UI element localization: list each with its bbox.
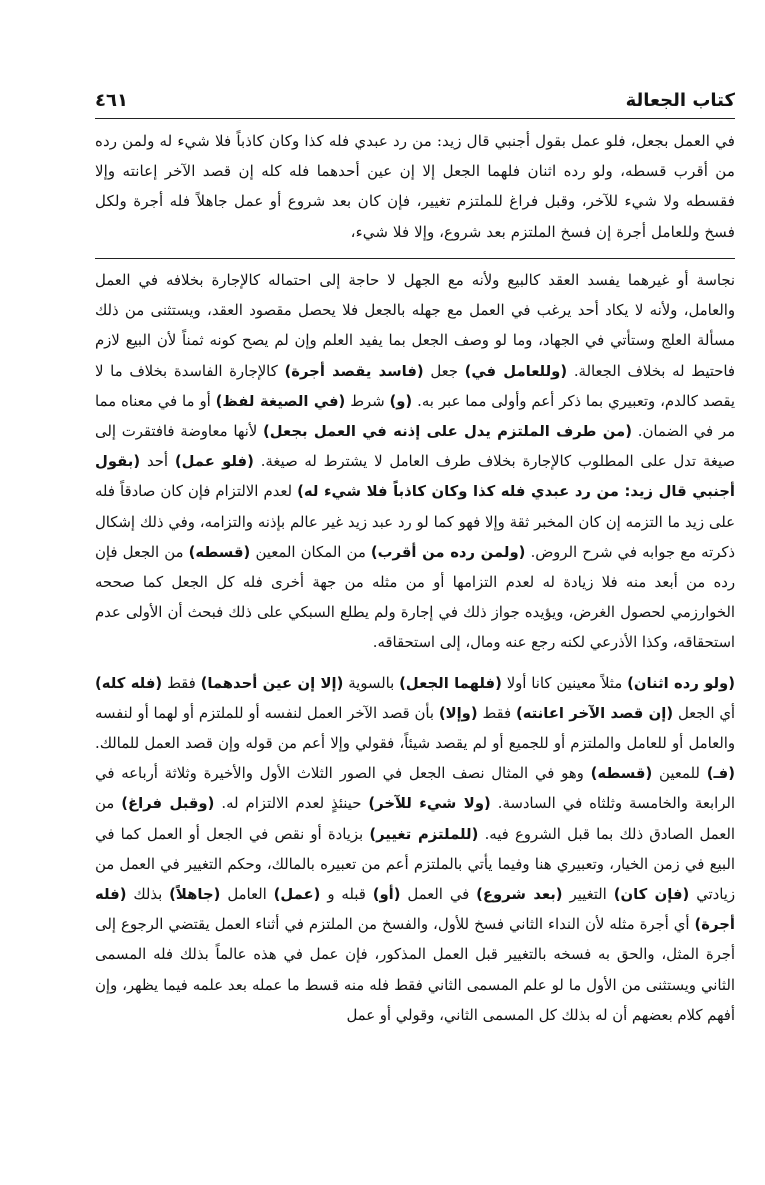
commentary-text: التغيير	[562, 886, 614, 904]
commentary-text: حينئذٍ لعدم الالتزام له.	[214, 795, 369, 813]
commentary-text: أو ما في معناه مما مر في الضمان.	[95, 392, 735, 441]
commentary-bold-quote: (فـ)	[706, 765, 735, 783]
main-text	[95, 126, 735, 247]
commentary-bold-quote: (فلهما الجعل)	[399, 674, 502, 692]
commentary-text: أحد	[140, 453, 175, 471]
commentary	[95, 266, 735, 1031]
commentary-bold-quote: (جاهلاً)	[169, 886, 221, 904]
commentary-text: بالسوية	[343, 674, 400, 692]
commentary-text: جعل	[423, 362, 465, 380]
commentary-text: وهو في المثال نصف الجعل في الصور الثلاث الأول والأخيرة وثلاثة أرباعه في الرابعة والخامسة وثلثاه في السادسة.	[95, 765, 735, 813]
header-rule	[95, 118, 735, 119]
commentary-bold-quote: (في الصيغة لفظ)	[215, 392, 346, 410]
commentary-bold-quote: (فإن كان)	[613, 886, 690, 904]
commentary-bold-quote: (قسطه)	[590, 765, 653, 783]
commentary-text: بذلك	[126, 886, 170, 904]
commentary-text: شرط	[345, 392, 390, 410]
commentary-text: أي أجرة مثله لأن النداء الثاني فسخ للأول، والفسخ من الملتزم في أثناء العمل يقتضي الرجوع إلى أجرة المثل، والحق به فسخه بالتغيير قبل العمل المذكور، فإن عمل في هذه عالماً بذلك فله المسمى الثاني ويستثنى من الأول ما لو علم المسمى الثاني فقط فله منه قسط ما عمله بعد علمه فيما يظهر، وإن أفهم كلام بعضهم أن له بذلك كل المسمى الثاني، وقولي أو عمل	[95, 916, 735, 1024]
commentary-text: من الجعل فإن رده من أبعد منه فلا زيادة له لعدم التزامها أو من مثله من جهة أخرى فله كل الجعل كما صححه الخوارزمي لحصول الغرض، ويؤيده جواز ذلك في إجارة ولم يطلع السبكي على ذلك فبحث أن الأولى عدم استحقاقه، وكذا الأذرعي لكنه رجع عنه ومال، إلى استحقاقه.	[95, 543, 735, 652]
commentary-bold-quote: (ولو رده اثنان)	[627, 674, 735, 692]
commentary-bold-quote: (عمل)	[273, 886, 321, 904]
commentary-bold-quote: (ولمن رده من أقرب)	[370, 543, 526, 561]
commentary-bold-quote: (فاسد يقصد أجرة)	[284, 362, 424, 380]
commentary-text: العامل	[220, 886, 274, 904]
commentary-text: بأن قصد الآخر العمل لنفسه أو للملتزم أو لهما أو لنفسه والعامل أو للعامل والملتزم أو للجميع أو لم يقصد شيئاً، فقولي وإلا أعم من قوله وإن قصد العمل للمالك.	[95, 704, 735, 753]
commentary-bold-quote: (وقبل فراغ)	[121, 795, 215, 813]
commentary-text: لأنها معاوضة فافتقرت إلى صيغة تدل على المطلوب كالإجارة بخلاف طرف العامل لا يشترط له صيغة.	[95, 423, 735, 471]
book-title: كتاب الجعالة	[625, 89, 735, 111]
commentary-bold-quote: (و)	[389, 392, 413, 410]
commentary-bold-quote: (فلو عمل)	[174, 453, 254, 471]
commentary-text: قبله و	[320, 886, 373, 904]
commentary-text: بزيادة أو نقص في الجعل أو العمل كما في البيع في زمن الخيار، وتعبيري هنا وفيما يأتي بالملتزم أعم من تعبيره بالمالك، وحكم التغيير في العمل من زيادتي	[95, 825, 736, 904]
commentary-paragraph	[95, 669, 735, 1031]
commentary-bold-quote: (ولا شيء للآخر)	[368, 795, 491, 813]
page-number: ٤٦١	[95, 89, 128, 111]
commentary-text: فقط	[162, 674, 201, 692]
commentary-text: في العمل	[400, 886, 477, 904]
running-header	[95, 88, 735, 112]
commentary-text: للمعين	[652, 765, 707, 783]
text-divider	[95, 258, 735, 259]
commentary-text: مثلاً معينين كانا أولا	[501, 674, 628, 692]
commentary-bold-quote: (فله أجرة)	[95, 886, 735, 934]
commentary-text: فقط	[477, 704, 516, 722]
main-text-paragraph: في العمل بجعل، فلو عمل بقول أجنبي قال زيد: من رد عبدي فله كذا وكان كاذباً فلا شيء له ولمن رده من أقرب قسطه، ولو رده اثنان فلهما الجعل إلا إن عين أحدهما فله كله إن قصد الآخر إعانته وإلا فقسطه ولا شيء للآخر، وقبل فراغ للملتزم تغيير، فإن كان بعد شروع أو عمل جاهلاً فله أجرة ولكل فسخ وللعامل أجرة إن فسخ الملتزم بعد شروع، وإلا فلا شيء،	[95, 132, 735, 241]
commentary-text: من العمل الصادق ذلك بما قبل الشروع فيه.	[95, 795, 735, 843]
commentary-bold-quote: (بقول أجنبي قال زيد: من رد عبدي فله كذا وكان كاذباً فلا شيء له)	[95, 453, 736, 501]
commentary-paragraph	[95, 266, 735, 659]
commentary-bold-quote: (أو)	[372, 886, 401, 904]
commentary-bold-quote: (للملتزم تغيير)	[369, 825, 479, 843]
commentary-bold-quote: (قسطه)	[188, 543, 251, 561]
commentary-text: أي الجعل	[673, 704, 736, 722]
commentary-text: من المكان المعين	[250, 543, 371, 561]
commentary-bold-quote: (إلا إن عين أحدهما)	[200, 674, 344, 692]
commentary-bold-quote: (بعد شروع)	[476, 886, 563, 904]
commentary-bold-quote: (وإلا)	[438, 704, 478, 722]
commentary-bold-quote: (من طرف الملتزم يدل على إذنه في العمل بجعل)	[263, 423, 632, 441]
commentary-bold-quote: (وللعامل في)	[464, 362, 568, 380]
commentary-text: لعدم الالتزام فإن كان صادقاً فله على زيد ما التزمه إن كان المخبر ثقة وإلا فهو كما لو رد عبد زيد غير عالم بإذنه والتزامه، وفي ذلك إشكال ذكرته مع جوابه في شرح الروض.	[95, 483, 736, 561]
commentary-text: كالإجارة الفاسدة بخلاف ما لا يقصد كالدم، وتعبيري بما ذكر أعم وأولى مما عبر به.	[95, 362, 735, 410]
commentary-text: نجاسة أو غيرهما يفسد العقد كالبيع ولأنه مع الجهل لا حاجة إلى احتماله كالإجارة بخلافه في العمل والعامل، ولأنه لا يكاد أحد يرغب في العمل مع جهله بالجعل فلا يحصل مقصود العقد، ويستثنى من ذلك مسألة العلج وستأتي في الجهاد، وما لو وصف الجعل بما يفيد العلم وإن لم يصح كونه ثمناً لأن البيع لازم فاحتيط له بخلاف الجعالة.	[95, 272, 735, 380]
commentary-bold-quote: (فله كله)	[95, 674, 163, 692]
commentary-bold-quote: (إن قصد الآخر اعانته)	[515, 704, 674, 722]
